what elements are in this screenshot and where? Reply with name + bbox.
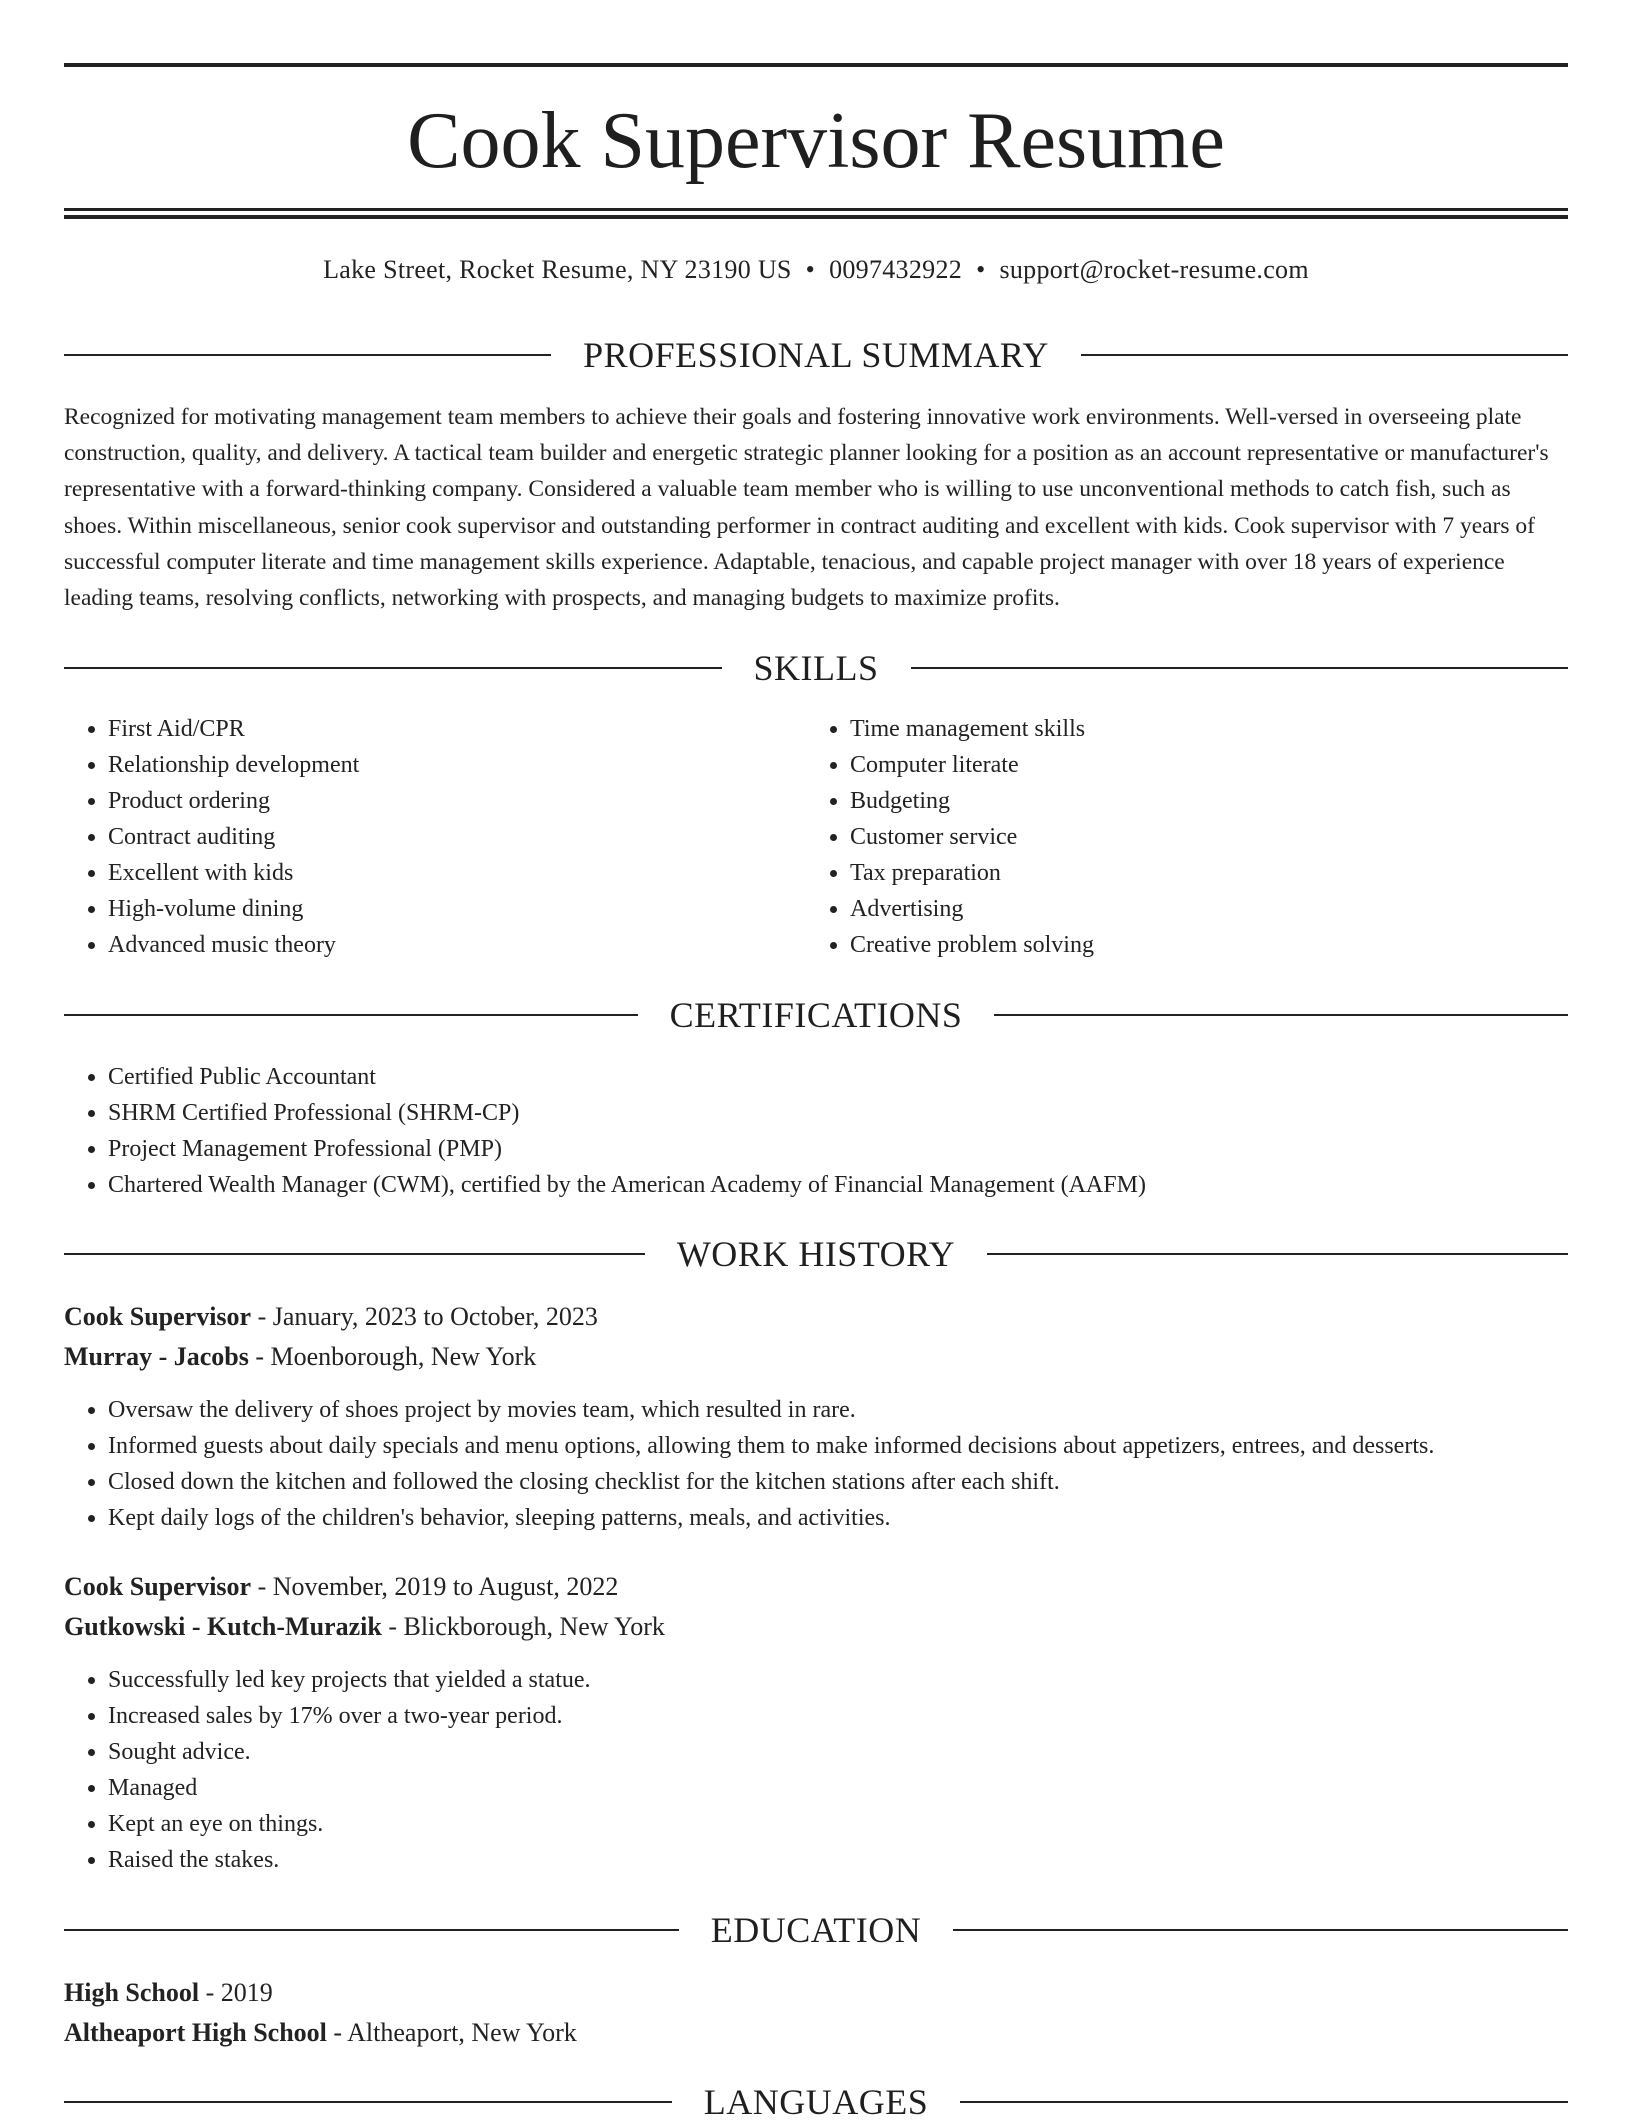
heading-rule-left bbox=[64, 1014, 638, 1016]
job-title-line bbox=[64, 1569, 1568, 1605]
certifications-heading-label: CERTIFICATIONS bbox=[669, 995, 963, 1035]
education-degree: High School bbox=[64, 1978, 200, 2007]
heading-rule-left bbox=[64, 2101, 672, 2103]
skills-list-right bbox=[806, 711, 1550, 963]
education-degree-line bbox=[64, 1975, 1568, 2011]
skills-heading-label: SKILLS bbox=[753, 648, 879, 688]
job-location: - Blickborough, New York bbox=[381, 1612, 665, 1641]
skill-item: • Advertising bbox=[850, 891, 1550, 927]
job-duty-item: • Informed guests about daily specials and menu options, allowing them to make informed decisions about appetizers, entrees, and desserts. bbox=[108, 1428, 1568, 1464]
heading-rule-left bbox=[64, 354, 551, 356]
job-role: Cook Supervisor bbox=[64, 1572, 252, 1601]
job-company: Murray - Jacobs bbox=[64, 1342, 249, 1371]
languages-heading-label: LANGUAGES bbox=[703, 2082, 929, 2122]
skill-item: • Time management skills bbox=[850, 711, 1550, 747]
skills-list-left bbox=[64, 711, 808, 963]
job-company-line bbox=[64, 1609, 1568, 1645]
job-company-line bbox=[64, 1339, 1568, 1375]
skill-item: • High-volume dining bbox=[108, 891, 808, 927]
education-school-line bbox=[64, 2015, 1568, 2051]
certification-item: • Project Management Professional (PMP) bbox=[108, 1131, 1568, 1167]
work-history-heading bbox=[64, 1229, 1568, 1279]
education-school: Altheaport High School bbox=[64, 2018, 327, 2047]
certifications-list bbox=[64, 1059, 1568, 1203]
contact-line bbox=[64, 252, 1568, 288]
job-company: Gutkowski - Kutch-Murazik bbox=[64, 1612, 382, 1641]
skill-item: • Customer service bbox=[850, 819, 1550, 855]
contact-separator: • bbox=[976, 255, 986, 284]
skill-item: • Budgeting bbox=[850, 783, 1550, 819]
job-role: Cook Supervisor bbox=[64, 1302, 252, 1331]
job-duty-item: • Closed down the kitchen and followed the closing checklist for the kitchen stations after each shift. bbox=[108, 1464, 1568, 1500]
skill-item: • Contract auditing bbox=[108, 819, 808, 855]
heading-rule-right bbox=[911, 667, 1569, 669]
job-dates: - January, 2023 to October, 2023 bbox=[251, 1302, 598, 1331]
skill-item: • Creative problem solving bbox=[850, 927, 1550, 963]
header-top-rule bbox=[64, 63, 1568, 67]
certification-item: • SHRM Certified Professional (SHRM-CP) bbox=[108, 1095, 1568, 1131]
header-double-rule-bottom bbox=[64, 215, 1568, 219]
education-heading bbox=[64, 1905, 1568, 1955]
job-duties-list bbox=[64, 1392, 1568, 1536]
skill-item: • Advanced music theory bbox=[108, 927, 808, 963]
heading-rule-left bbox=[64, 1253, 645, 1255]
education-location: - Altheaport, New York bbox=[326, 2018, 577, 2047]
contact-separator: • bbox=[805, 255, 816, 284]
job-title-line bbox=[64, 1299, 1568, 1335]
job-duty-item: • Kept daily logs of the children's behavior, sleeping patterns, meals, and activities. bbox=[108, 1500, 1568, 1536]
job-duty-item: • Kept an eye on things. bbox=[108, 1806, 1568, 1842]
certification-item: • Certified Public Accountant bbox=[108, 1059, 1568, 1095]
skill-item: • Excellent with kids bbox=[108, 855, 808, 891]
certifications-heading bbox=[64, 990, 1568, 1040]
heading-rule-right bbox=[953, 1929, 1568, 1931]
job-duty-item: • Managed bbox=[108, 1770, 1568, 1806]
heading-rule-right bbox=[994, 1014, 1568, 1016]
contact-address: Lake Street, Rocket Resume, NY 23190 US bbox=[323, 255, 792, 284]
skill-item: • Relationship development bbox=[108, 747, 808, 783]
certification-item: • Chartered Wealth Manager (CWM), certified by the American Academy of Financial Management (AAFM) bbox=[108, 1167, 1568, 1203]
skill-item: • Product ordering bbox=[108, 783, 808, 819]
summary-heading-label: PROFESSIONAL SUMMARY bbox=[583, 335, 1049, 375]
languages-heading bbox=[64, 2077, 1568, 2127]
skill-item: • Tax preparation bbox=[850, 855, 1550, 891]
skill-item: • First Aid/CPR bbox=[108, 711, 808, 747]
job-duty-item: • Raised the stakes. bbox=[108, 1842, 1568, 1878]
skills-heading bbox=[64, 643, 1568, 693]
job-duty-item: • Oversaw the delivery of shoes project by movies team, which resulted in rare. bbox=[108, 1392, 1568, 1428]
job-duty-item: • Sought advice. bbox=[108, 1734, 1568, 1770]
heading-rule-left bbox=[64, 667, 722, 669]
heading-rule-right bbox=[1081, 354, 1568, 356]
contact-phone: 0097432922 bbox=[829, 255, 963, 284]
job-location: - Moenborough, New York bbox=[248, 1342, 537, 1371]
header-double-rule-top bbox=[64, 208, 1568, 211]
resume-title: Cook Supervisor Resume bbox=[407, 97, 1225, 185]
summary-text: Recognized for motivating management team members to achieve their goals and fostering innovative work environments. Well-versed in overseeing plate construction, quality, and delivery. A tactical team builder and energetic strategic planner looking for a position as an account representative or manufacturer's representative with a forward-thinking company. Considered a valuable team member who is willing to use unconventional methods to catch fish, such as shoes. Within miscellaneous, senior cook supervisor and outstanding performer in contract auditing and excellent with kids. Cook supervisor with 7 years of successful computer literate and time management skills experience. Adaptable, tenacious, and capable project manager with over 18 years of experience leading teams, resolving conflicts, networking with prospects, and managing budgets to maximize profits. bbox=[64, 404, 1549, 612]
job-dates: - November, 2019 to August, 2022 bbox=[251, 1572, 619, 1601]
job-duty-item: • Successfully led key projects that yielded a statue. bbox=[108, 1662, 1568, 1698]
summary-heading bbox=[64, 330, 1568, 380]
skill-item: • Computer literate bbox=[850, 747, 1550, 783]
job-duties-list bbox=[64, 1662, 1568, 1878]
contact-email: support@rocket-resume.com bbox=[999, 255, 1309, 284]
work-history-heading-label: WORK HISTORY bbox=[676, 1234, 956, 1274]
education-year: - 2019 bbox=[199, 1978, 273, 2007]
job-duty-item: • Increased sales by 17% over a two-year period. bbox=[108, 1698, 1568, 1734]
heading-rule-right bbox=[960, 2101, 1568, 2103]
heading-rule-left bbox=[64, 1929, 679, 1931]
heading-rule-right bbox=[987, 1253, 1568, 1255]
education-heading-label: EDUCATION bbox=[710, 1910, 922, 1950]
